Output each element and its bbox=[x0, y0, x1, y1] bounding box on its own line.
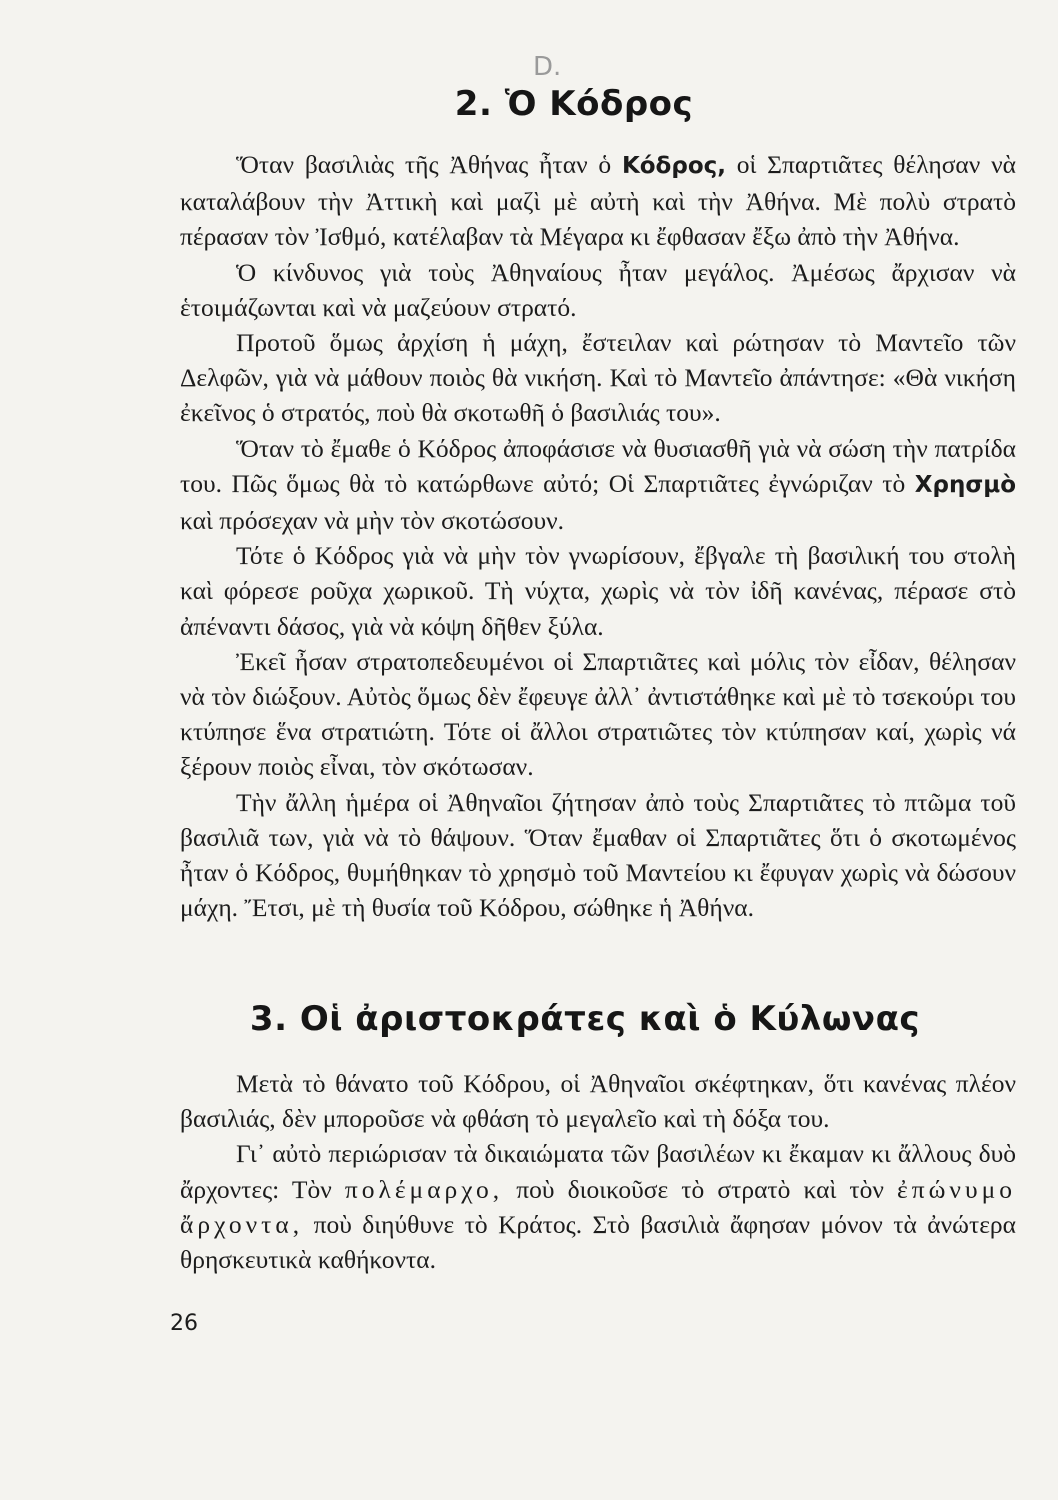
text-run: οἱ Σπαρτιᾶτες θέλησαν νὰ καταλάβουν τὴν Ἀττικὴ καὶ μαζὶ μὲ αὐτὴ καὶ τὴν Ἀθήνα. Μὲ πολὺ στρατὸ πέρασαν τὸν Ἰσθμό, κατέλαβαν τὰ Μέγαρα κι ἔφθασαν ἔξω ἀπὸ τὴν Ἀθήνα. bbox=[180, 150, 1017, 252]
paragraph: Μετὰ τὸ θάνατο τοῦ Κόδρου, οἱ Ἀθηναῖοι σκέφτηκαν, ὅτι κανένας πλέον βασιλιάς, δὲν μποροῦσε νὰ φθάση τὸ μεγαλεῖο καὶ τὴ δόξα του. bbox=[180, 1069, 1016, 1134]
section-3-heading: 3. Οἱ ἀριστοκράτες καὶ ὁ Κύλωνας bbox=[249, 999, 921, 1039]
section-2-heading: 2. Ὁ Κόδρος bbox=[454, 84, 694, 124]
paragraph: Ἐκεῖ ἦσαν στρατοπεδευμένοι οἱ Σπαρτιᾶτες καὶ μόλις τὸν εἶδαν, θέλησαν νὰ τὸν διώξουν. Αὐτὸς ὅμως δὲν ἔφευγε ἀλλ᾿ ἀντιστάθηκε καὶ μὲ τὸ τσεκούρι του κτύπησε ἕνα στρατιώτη. Τότε οἱ ἄλλοι στρατιῶτες τὸν κτύπησαν καί, χωρὶς νά ξέρουν ποιὸς εἶναι, τὸν σκότωσαν. bbox=[180, 646, 1016, 782]
term-polemarchos: πολέμαρχο, bbox=[344, 1174, 504, 1204]
term-eponymos-archon: ἐπώνυμο ἄρχοντα, bbox=[180, 1174, 1016, 1239]
text-run: ποὺ διηύθυνε τὸ Κράτος. Στὸ βασιλιὰ ἄφησαν μόνον τὰ ἀνώτερα θρησκευτικὰ καθήκοντα. bbox=[180, 1209, 1016, 1275]
paragraph: Τότε ὁ Κόδρος γιὰ νὰ μὴν τὸν γνωρίσουν, ἔβγαλε τὴ βασιλική του στολὴ καὶ φόρεσε ροῦχα χωρικοῦ. Τὴ νύχτα, χωρὶς νὰ τὸν ἰδῆ κανένας, πέρασε στὸ ἀπέναντι δάσος, γιὰ νὰ κόψη δῆθεν ξύλα. bbox=[180, 541, 1016, 641]
paragraph: Ὁ κίνδυνος γιὰ τοὺς Ἀθηναίους ἦταν μεγάλος. Ἀμέσως ἄρχισαν νὰ ἑτοιμάζωνται καὶ νὰ μαζεύουν στρατό. bbox=[180, 257, 1016, 322]
page-number: 26 bbox=[170, 1311, 198, 1336]
text-run: Ὅταν τὸ ἔμαθε ὁ Κόδρος ἀποφάσισε νὰ θυσιασθῆ γιὰ νὰ σώση τὴν πατρίδα του. Πῶς ὅμως θὰ τὸ κατώρθωνε αὐτό; Οἱ Σπαρτιᾶτες ἐγνώριζαν τὸ bbox=[180, 433, 1016, 498]
keyword-chrismo: Χρησμὸ bbox=[914, 471, 1016, 498]
paragraph bbox=[180, 147, 1016, 255]
text-run: Γι᾿ αὐτὸ περιώρισαν τὰ δικαιώματα τῶν βασιλέων κι ἔκαμαν κι ἄλλους δυὸ ἄρχοντες: Τὸν bbox=[180, 1139, 1016, 1204]
section-3-body bbox=[180, 1066, 1016, 1277]
text-run: Ὅταν βασιλιὰς τῆς Ἀθήνας ἦταν ὁ bbox=[236, 150, 622, 179]
pencil-mark: D. bbox=[533, 52, 562, 82]
paragraph: Τὴν ἄλλη ἡμέρα οἱ Ἀθηναῖοι ζήτησαν ἀπὸ τοὺς Σπαρτιᾶτες τὸ πτῶμα τοῦ βασιλιᾶ των, γιὰ νὰ τὸ θάψουν. Ὅταν ἔμαθαν οἱ Σπαρτιᾶτες ὅτι ὁ σκοτωμένος ἦταν ὁ Κόδρος, θυμήθηκαν τὸ χρησμὸ τοῦ Μαντείου κι ἔφυγαν χωρὶς νὰ δώσουν μάχη. Ἔτσι, μὲ τὴ θυσία τοῦ Κόδρου, σώθηκε ἡ Ἀθήνα. bbox=[180, 787, 1016, 923]
paragraph: Προτοῦ ὅμως ἀρχίση ἡ μάχη, ἔστειλαν καὶ ρώτησαν τὸ Μαντεῖο τῶν Δελφῶν, γιὰ νὰ μάθουν ποιὸς θὰ νικήση. Καὶ τὸ Μαντεῖο ἀπάντησε: «Θὰ νικήση ἐκεῖνος ὁ στρατός, ποὺ θὰ σκοτωθῆ ὁ βασιλιάς του». bbox=[180, 328, 1016, 428]
text-run: καὶ πρόσεχαν νὰ μὴν τὸν σκοτώσουν. bbox=[180, 506, 564, 536]
section-2-body bbox=[180, 147, 1016, 925]
paragraph bbox=[180, 431, 1016, 539]
keyword-kodros: Κόδρος, bbox=[621, 153, 726, 179]
paragraph bbox=[180, 1136, 1016, 1277]
text-run: ποὺ διοικοῦσε τὸ στρατὸ καὶ τὸν bbox=[503, 1174, 898, 1204]
